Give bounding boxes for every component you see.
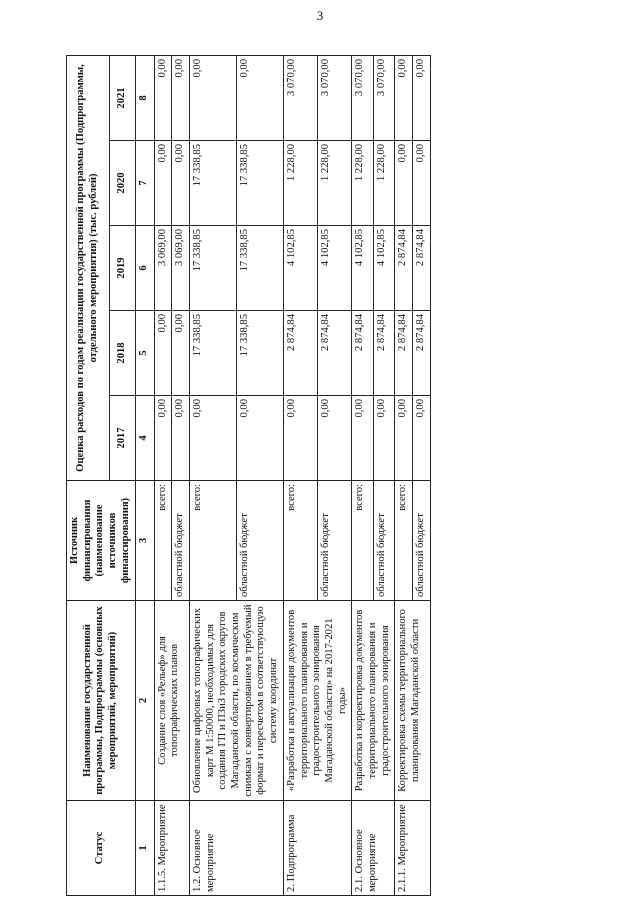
header-source: Источник финансирования (наименование источников финансирования): [67, 481, 136, 601]
source-cell: всего:: [189, 481, 236, 601]
value-cell: 0,00: [236, 396, 283, 481]
value-cell: 2 874,84: [283, 311, 317, 396]
value-cell: 0,00: [154, 141, 172, 226]
value-cell: 0,00: [395, 396, 413, 481]
value-cell: 17 338,85: [189, 141, 236, 226]
value-cell: 2 874,84: [395, 311, 413, 396]
value-cell: 0,00: [413, 141, 431, 226]
value-cell: 3 070,00: [283, 56, 317, 141]
table-row: [154, 56, 172, 896]
value-cell: 17 338,85: [236, 141, 283, 226]
value-cell: 1 228,00: [318, 141, 352, 226]
column-number: 3: [135, 481, 154, 601]
status-cell: 1.1.5. Мероприятие: [154, 801, 189, 896]
rotated-table-container: [66, 56, 633, 896]
value-cell: 0,00: [154, 56, 172, 141]
value-cell: 2 874,84: [413, 226, 431, 311]
name-cell: Создание слоя «Рельеф» для топографических планов: [154, 601, 189, 801]
value-cell: 1 228,00: [283, 141, 317, 226]
rotated-table-wrapper: [66, 56, 633, 896]
status-cell: 2. Подпрограмма: [283, 801, 352, 896]
header-year: 2019: [110, 226, 135, 311]
table-row: [395, 56, 413, 896]
table-body: [154, 56, 430, 896]
value-cell: 0,00: [395, 56, 413, 141]
value-cell: 0,00: [172, 311, 190, 396]
value-cell: 0,00: [172, 141, 190, 226]
value-cell: 0,00: [172, 56, 190, 141]
value-cell: 3 070,00: [352, 56, 374, 141]
value-cell: 0,00: [413, 56, 431, 141]
value-cell: 1 228,00: [373, 141, 395, 226]
value-cell: 0,00: [413, 396, 431, 481]
source-cell: всего:: [283, 481, 317, 601]
header-name: Наименование государственной программы, Подпрограммы (основных мероприятий, мероприятий): [67, 601, 136, 801]
column-number-row: [135, 56, 154, 896]
value-cell: 17 338,85: [236, 311, 283, 396]
header-year: 2021: [110, 56, 135, 141]
column-number: 5: [135, 311, 154, 396]
table-row: [189, 56, 236, 896]
column-number: 7: [135, 141, 154, 226]
value-cell: 17 338,85: [189, 311, 236, 396]
value-cell: 0,00: [189, 396, 236, 481]
source-cell: всего:: [395, 481, 413, 601]
name-cell: Обновление цифровых топографических карт М 1:50000, необходимых для создания ГП и ПЗиЗ городских округов Магаданской области, по космическим снимкам с конвертированием в требуемый формат и пересчетом в соответствующую систему координат: [189, 601, 283, 801]
value-cell: 4 102,85: [373, 226, 395, 311]
value-cell: 0,00: [352, 396, 374, 481]
column-number: 8: [135, 56, 154, 141]
value-cell: 0,00: [318, 396, 352, 481]
header-status: Статус: [67, 801, 136, 896]
source-cell: областной бюджет: [172, 481, 190, 601]
name-cell: Корректировка схемы территориального планирования Магаданской области: [395, 601, 430, 801]
value-cell: 2 874,84: [373, 311, 395, 396]
value-cell: 17 338,85: [236, 226, 283, 311]
header-year: 2018: [110, 311, 135, 396]
source-cell: областной бюджет: [236, 481, 283, 601]
value-cell: 4 102,85: [318, 226, 352, 311]
value-cell: 3 069,00: [172, 226, 190, 311]
value-cell: 3 070,00: [373, 56, 395, 141]
table-row: [352, 56, 374, 896]
value-cell: 3 069,00: [154, 226, 172, 311]
table-header: [67, 56, 155, 896]
source-cell: областной бюджет: [413, 481, 431, 601]
column-number: 1: [135, 801, 154, 896]
value-cell: 2 874,84: [318, 311, 352, 396]
value-cell: 0,00: [154, 311, 172, 396]
header-year: 2020: [110, 141, 135, 226]
header-estimate: Оценка расходов по годам реализации государственной программы (Подпрограммы, отдельного мероприятия) (тыс. рублей): [67, 56, 110, 481]
source-cell: областной бюджет: [318, 481, 352, 601]
value-cell: 0,00: [283, 396, 317, 481]
source-cell: всего:: [154, 481, 172, 601]
column-number: 4: [135, 396, 154, 481]
value-cell: 3 070,00: [318, 56, 352, 141]
value-cell: 0,00: [154, 396, 172, 481]
page-number: 3: [316, 8, 324, 23]
value-cell: 2 874,84: [413, 311, 431, 396]
header-year: 2017: [110, 396, 135, 481]
value-cell: 1 228,00: [352, 141, 374, 226]
value-cell: 0,00: [172, 396, 190, 481]
value-cell: 4 102,85: [352, 226, 374, 311]
status-cell: 2.1.1. Мероприятие: [395, 801, 430, 896]
value-cell: 0,00: [373, 396, 395, 481]
name-cell: «Разработка и актуализация документов территориального планирования и градостроительного зонирования Магаданской области» на 2017-2021 годы»: [283, 601, 352, 801]
value-cell: 0,00: [236, 56, 283, 141]
name-cell: Разработка и корректировка документов территориального планирования и градостроительного зонирования: [352, 601, 395, 801]
table-row: [283, 56, 317, 896]
source-cell: областной бюджет: [373, 481, 395, 601]
status-cell: 1.2. Основное мероприятие: [189, 801, 283, 896]
value-cell: 17 338,85: [189, 226, 236, 311]
value-cell: 0,00: [189, 56, 236, 141]
status-cell: 2.1. Основное мероприятие: [352, 801, 395, 896]
value-cell: 4 102,85: [283, 226, 317, 311]
budget-table: [66, 55, 431, 896]
value-cell: 2 874,84: [352, 311, 374, 396]
value-cell: 2 874,84: [395, 226, 413, 311]
value-cell: 0,00: [395, 141, 413, 226]
column-number: 2: [135, 601, 154, 801]
column-number: 6: [135, 226, 154, 311]
source-cell: всего:: [352, 481, 374, 601]
